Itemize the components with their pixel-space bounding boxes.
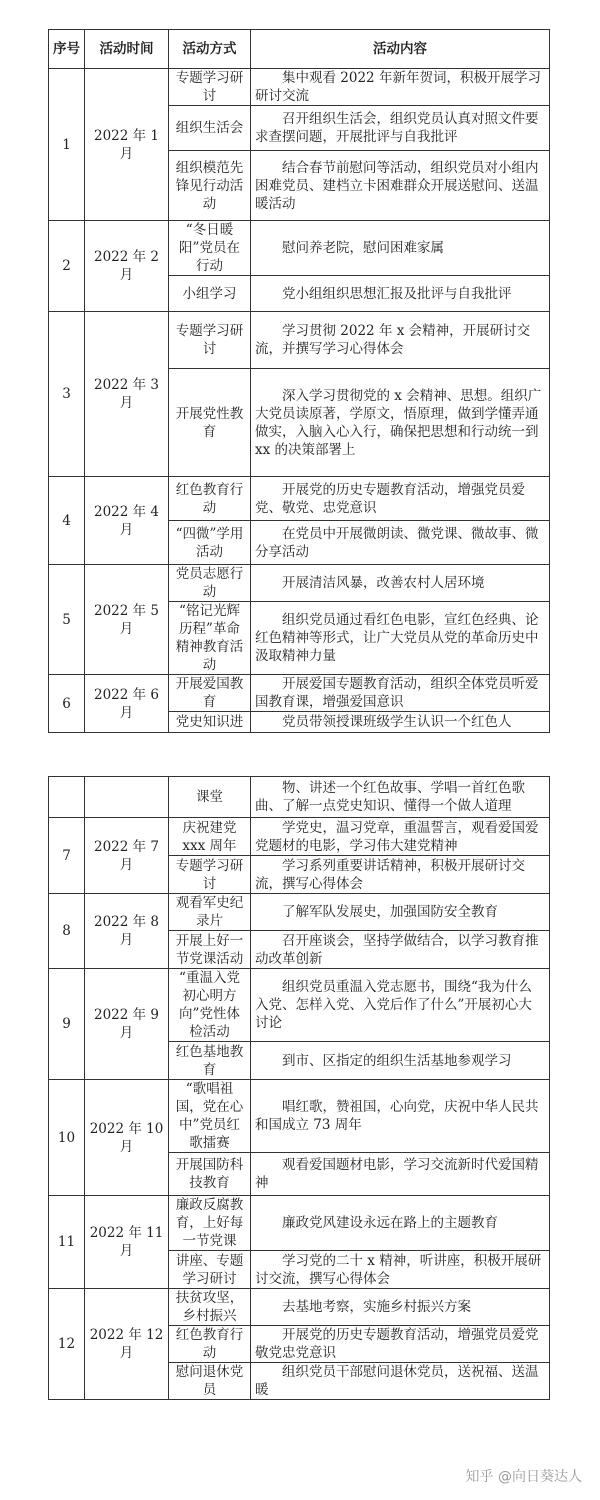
cell-mode: 红色教育行动	[169, 1326, 251, 1363]
header-mode: 活动方式	[169, 30, 251, 69]
activity-table-part1	[48, 29, 550, 733]
cell-content: 开展清洁风暴，改善农村人居环境	[251, 565, 550, 602]
table-header-row	[49, 30, 550, 69]
cell-content: 观看爱国题材电影，学习交流新时代爱国精神	[251, 1153, 550, 1196]
cell-content: 开展党的历史专题教育活动，增强党员爱党、敬党、忠党意识	[251, 477, 550, 521]
table-row	[49, 221, 550, 276]
cell-mode: “重温入党初心明方向”党性体检活动	[169, 969, 251, 1042]
cell-mode: 观看军史纪录片	[169, 894, 251, 931]
cell-content: 物、讲述一个红色故事、学唱一首红色歌曲、了解一点党史知识、懂得一个做人道理	[251, 777, 550, 818]
cell-mode: 专题学习研讨	[169, 69, 251, 106]
cell-time: 2022 年 5 月	[85, 565, 169, 675]
cell-mode: 小组学习	[169, 276, 251, 312]
header-no: 序号	[49, 30, 85, 69]
cell-content: 廉政党风建设永远在路上的主题教育	[251, 1196, 550, 1251]
cell-mode: 红色教育行动	[169, 477, 251, 521]
cell-content: 组织党员干部慰问退休党员，送祝福、送温暖	[251, 1363, 550, 1400]
table-body-part1	[49, 69, 550, 733]
cell-content: 召开组织生活会，组织党员认真对照文件要求查摆问题，开展批评与自我批评	[251, 106, 550, 151]
table-row	[49, 565, 550, 602]
table-row	[49, 312, 550, 369]
table-row	[49, 818, 550, 856]
cell-mode: 课堂	[169, 777, 251, 818]
cell-content: 了解军队发展史，加强国防安全教育	[251, 894, 550, 931]
table-row	[49, 1080, 550, 1153]
cell-content: 学党史，温习党章，重温誓言，观看爱国爱党题材的电影，学习伟大建党精神	[251, 818, 550, 856]
cell-time: 2022 年 3 月	[85, 312, 169, 477]
cell-mode: “冬日暖阳”党员在行动	[169, 221, 251, 276]
cell-no: 10	[49, 1080, 85, 1196]
cell-content: 党小组组织思想汇报及批评与自我批评	[251, 276, 550, 312]
cell-mode: 庆祝建党 xxx 周年	[169, 818, 251, 856]
table-row	[49, 477, 550, 521]
cell-no	[49, 777, 85, 818]
cell-mode: 红色基地教育	[169, 1042, 251, 1080]
cell-content: 唱红歌，赞祖国，心向党，庆祝中华人民共和国成立 73 周年	[251, 1080, 550, 1153]
cell-content: 深入学习贯彻党的 x 会精神、思想。组织广大党员读原著，学原文，悟原理，做到学懂弄通做实，入脑入心入行，确保把思想和行动统一到 xx 的决策部署上	[251, 369, 550, 477]
cell-no: 4	[49, 477, 85, 565]
watermark: 知乎 @向日葵达人	[465, 1469, 582, 1485]
table-row	[49, 1196, 550, 1251]
cell-mode: 扶贫攻坚，乡村振兴	[169, 1289, 251, 1326]
cell-content: 集中观看 2022 年新年贺词，积极开展学习研讨交流	[251, 69, 550, 106]
table-row	[49, 69, 550, 106]
cell-content: 召开座谈会，坚持学做结合，以学习教育推动改革创新	[251, 931, 550, 969]
cell-mode: “歌唱祖国，党在心中”党员红歌擂赛	[169, 1080, 251, 1153]
cell-content: 去基地考察，实施乡村振兴方案	[251, 1289, 550, 1326]
cell-content: 在党员中开展微朗读、微党课、微故事、微分享活动	[251, 521, 550, 565]
cell-mode: 开展国防科技教育	[169, 1153, 251, 1196]
table-row	[49, 675, 550, 712]
cell-time: 2022 年 6 月	[85, 675, 169, 733]
cell-no: 6	[49, 675, 85, 733]
activity-table-part2	[48, 776, 550, 1400]
cell-time	[85, 777, 169, 818]
table-row	[49, 777, 550, 818]
header-content: 活动内容	[251, 30, 550, 69]
cell-no: 11	[49, 1196, 85, 1289]
cell-mode: “四微”学用活动	[169, 521, 251, 565]
table-row	[49, 969, 550, 1042]
cell-content: 组织党员重温入党志愿书，围绕“我为什么入党、怎样入党、入党后作了什么”开展初心大讨论	[251, 969, 550, 1042]
cell-mode: 廉政反腐教育，上好每一节党课	[169, 1196, 251, 1251]
table-body-part2	[49, 777, 550, 1400]
cell-mode: 党史知识进	[169, 712, 251, 733]
cell-mode: 开展爱国教育	[169, 675, 251, 712]
cell-content: 学习贯彻 2022 年 x 会精神，开展研讨交流，并撰写学习心得体会	[251, 312, 550, 369]
table-row	[49, 894, 550, 931]
cell-time: 2022 年 9 月	[85, 969, 169, 1080]
cell-no: 2	[49, 221, 85, 312]
cell-content: 慰问养老院，慰问困难家属	[251, 221, 550, 276]
cell-time: 2022 年 7 月	[85, 818, 169, 894]
cell-content: 组织党员通过看红色电影，宣红色经典、论红色精神等形式，让广大党员从党的革命历史中汲取精神力量	[251, 602, 550, 675]
cell-mode: 党员志愿行动	[169, 565, 251, 602]
cell-time: 2022 年 4 月	[85, 477, 169, 565]
cell-no: 9	[49, 969, 85, 1080]
cell-mode: 专题学习研讨	[169, 856, 251, 894]
cell-time: 2022 年 8 月	[85, 894, 169, 969]
cell-mode: “铭记光辉历程”革命精神教育活动	[169, 602, 251, 675]
table-row	[49, 1289, 550, 1326]
cell-no: 12	[49, 1289, 85, 1400]
cell-no: 8	[49, 894, 85, 969]
cell-mode: 组织模范先锋见行动活动	[169, 151, 251, 221]
cell-time: 2022 年 10 月	[85, 1080, 169, 1196]
cell-content: 党员带领授课班级学生认识一个红色人	[251, 712, 550, 733]
cell-no: 1	[49, 69, 85, 221]
cell-time: 2022 年 11 月	[85, 1196, 169, 1289]
cell-mode: 专题学习研讨	[169, 312, 251, 369]
cell-time: 2022 年 1 月	[85, 69, 169, 221]
cell-time: 2022 年 12 月	[85, 1289, 169, 1400]
header-time: 活动时间	[85, 30, 169, 69]
cell-no: 5	[49, 565, 85, 675]
cell-no: 3	[49, 312, 85, 477]
cell-mode: 慰问退休党员	[169, 1363, 251, 1400]
cell-content: 开展爱国专题教育活动，组织全体党员听爱国教育课，增强爱国意识	[251, 675, 550, 712]
cell-content: 结合春节前慰问等活动，组织党员对小组内困难党员、建档立卡困难群众开展送慰问、送温暖活动	[251, 151, 550, 221]
cell-mode: 开展党性教育	[169, 369, 251, 477]
cell-time: 2022 年 2 月	[85, 221, 169, 312]
cell-no: 7	[49, 818, 85, 894]
cell-content: 学习党的二十 x 精神，听讲座，积极开展研讨交流，撰写心得体会	[251, 1251, 550, 1289]
cell-mode: 开展上好一节党课活动	[169, 931, 251, 969]
cell-mode: 组织生活会	[169, 106, 251, 151]
cell-content: 学习系列重要讲话精神，积极开展研讨交流，撰写心得体会	[251, 856, 550, 894]
cell-content: 开展党的历史专题教育活动，增强党员爱党敬党忠党意识	[251, 1326, 550, 1363]
cell-content: 到市、区指定的组织生活基地参观学习	[251, 1042, 550, 1080]
cell-mode: 讲座、专题学习研讨	[169, 1251, 251, 1289]
